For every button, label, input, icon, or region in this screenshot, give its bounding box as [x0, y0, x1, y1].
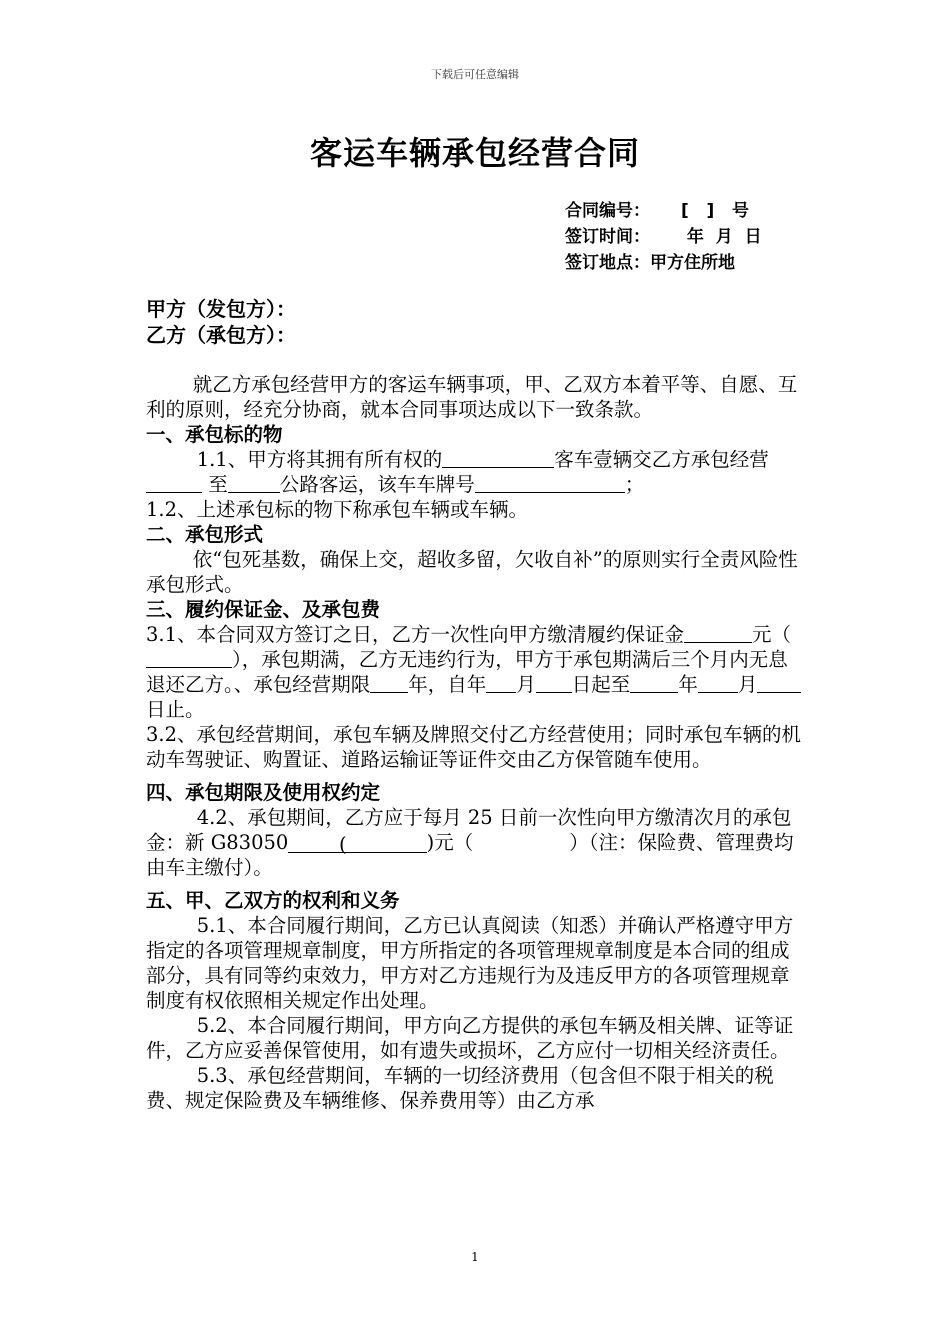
intro-paragraph: 就乙方承包经营甲方的客运车辆事项，甲、乙双方本着平等、自愿、互利的原则，经充分协商，就本合同事项达成以下一致条款。	[146, 373, 798, 421]
blank-term-years	[370, 673, 408, 694]
parties-block	[146, 296, 296, 348]
party-b: 乙方（承包方）：	[146, 323, 296, 347]
clause-3-1: 3.1、本合同双方签订之日，乙方一次性向甲方缴清履约保证金 元（），承包期满，乙方无违约行为，甲方于承包期满后三个月内无息退还乙方。、承包经营期限 年，自年 月 日起至 年 月日止。	[146, 622, 806, 722]
contract-number-label: 合同编号：	[565, 201, 650, 221]
blank-end-day	[757, 673, 801, 694]
blank-route-end	[228, 473, 280, 494]
sign-place-line	[565, 250, 735, 276]
clause-5-2: 5.2、本合同履行期间，甲方向乙方提供的承包车辆及相关牌、证等证件，乙方应妥善保管使用，如有遗失或损坏，乙方应付一切相关经济责任。	[146, 1014, 794, 1062]
section-5-heading: 五、甲、乙双方的权利和义务	[146, 889, 400, 912]
party-a: 甲方（发包方）：	[146, 297, 296, 321]
contract-number-value: [ ] 号	[681, 201, 750, 221]
blank-route-start	[146, 473, 202, 494]
sign-place-label: 签订地点：	[565, 253, 650, 273]
sign-place-value: 甲方住所地	[650, 253, 735, 273]
section-4-heading: 四、承包期限及使用权约定	[146, 781, 381, 804]
blank-deposit-amount	[684, 623, 752, 644]
clause-4-2: 4.2、承包期间，乙方应于每月 25 日前一次性向甲方缴清次月的承包金：新 G83050 ( )元（ ）（注：保险费、管理费均由车主缴付）。	[146, 806, 794, 879]
blank-end-year	[630, 673, 678, 694]
document-title: 客运车辆承包经营合同	[309, 134, 640, 172]
contract-body	[146, 372, 806, 1113]
blank-deposit-words	[146, 648, 232, 669]
section-2-text: 依“包死基数，确保上交，超收多留，欠收自补”的原则实行全责风险性承包形式。	[146, 548, 798, 596]
contract-number-line	[565, 198, 749, 224]
sign-time-value: 年 月 日	[681, 227, 762, 247]
header-note: 下载后可任意编辑	[431, 68, 519, 81]
clause-5-3: 5.3、承包经营期间，车辆的一切经济费用（包含但不限于相关的税费、规定保险费及车辆维修、保养费用等）由乙方承	[146, 1064, 774, 1112]
clause-3-2: 3.2、承包经营期间，承包车辆及牌照交付乙方经营使用；同时承包车辆的机动车驾驶证、购置证、道路运输证等证件交由乙方保管随车使用。	[146, 723, 802, 771]
blank-end-month	[698, 673, 738, 694]
blank-vehicle-model	[442, 448, 554, 469]
clause-5-1: 5.1、本合同履行期间，乙方已认真阅读（知悉）并确认严格遵守甲方指定的各项管理规章制度，甲方所指定的各项管理规章制度是本合同的组成部分，具有同等约束效力，甲方对乙方违规行为及违反甲方的各项管理规章制度有权依照相关规定作出处理。	[146, 914, 794, 1012]
blank-start-day	[536, 673, 572, 694]
section-3-heading: 三、履约保证金、及承包费	[146, 598, 381, 621]
blank-plate-number	[475, 473, 625, 494]
section-1-heading: 一、承包标的物	[146, 423, 283, 446]
blank-rent-amount: (	[288, 832, 426, 853]
page-number: 1	[471, 1250, 479, 1264]
sign-time-line	[565, 224, 762, 250]
sign-time-label: 签订时间：	[565, 227, 650, 247]
blank-start-month	[486, 673, 516, 694]
section-2-heading: 二、承包形式	[146, 523, 264, 546]
clause-1-2: 1.2、上述承包标的物下称承包车辆或车辆。	[146, 498, 529, 521]
clause-1-1: 1.1、甲方将其拥有所有权的 客车壹辆交乙方承包经营 至 公路客运，该车车牌号 ；	[146, 447, 806, 497]
